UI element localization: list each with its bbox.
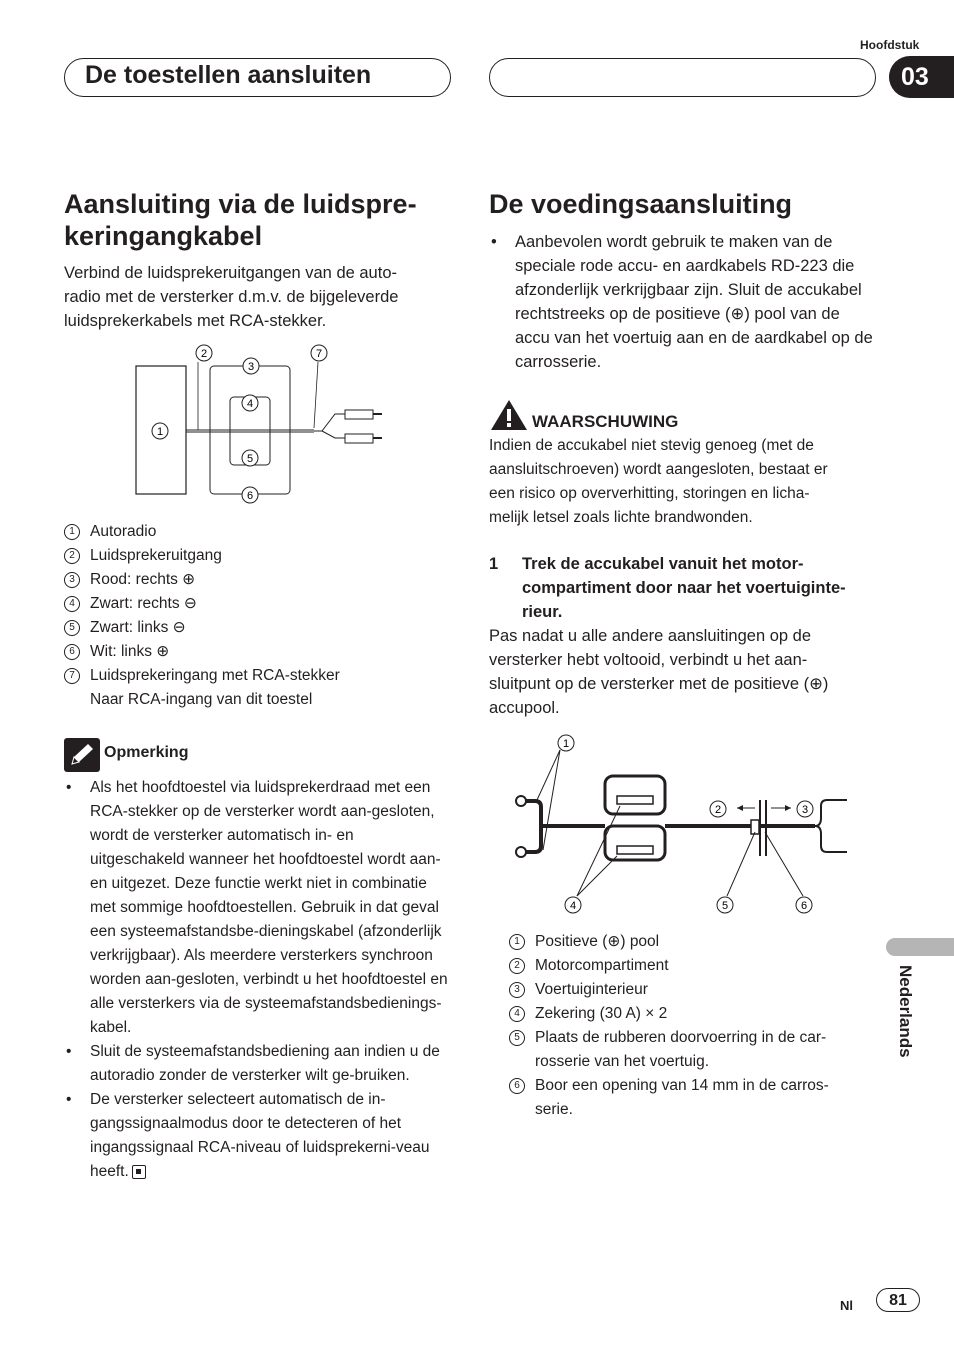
- svg-text:5: 5: [721, 900, 729, 912]
- language-side-label: Nederlands: [896, 965, 915, 1058]
- callout-5: [242, 450, 258, 466]
- svg-text:1: 1: [562, 738, 570, 750]
- legend-item: 3 Rood: rechts ⊕: [64, 568, 454, 592]
- callout-2: [196, 345, 212, 361]
- page-number: 81: [876, 1288, 920, 1312]
- section-title-pill: [64, 58, 451, 97]
- callout-1: [558, 735, 574, 751]
- legend-item: 4 Zekering (30 A) × 2: [509, 1002, 869, 1026]
- step-number: 1: [489, 555, 499, 573]
- language-tab: [886, 938, 954, 956]
- callout-3: [243, 358, 259, 374]
- svg-text:7: 7: [315, 348, 323, 360]
- legend-item: 2 Motorcompartiment: [509, 954, 869, 978]
- svg-text:5: 5: [246, 453, 254, 465]
- right-legend: [509, 930, 869, 1122]
- svg-text:3: 3: [801, 804, 809, 816]
- callout-5: [717, 897, 733, 913]
- left-legend: [64, 520, 454, 712]
- legend-item: 1 Autoradio: [64, 520, 454, 544]
- warning-title: WAARSCHUWING: [532, 412, 679, 431]
- legend-item: 1 Positieve (⊕) pool: [509, 930, 869, 954]
- legend-item: 5 Zwart: links ⊖: [64, 616, 454, 640]
- callout-7: [311, 345, 327, 361]
- step-title: Trek de accukabel vanuit het motor- compartiment door naar het voertuiginte- rieur.: [522, 555, 846, 621]
- left-heading: Aansluiting via de luidspre- keringangkabel: [64, 189, 417, 251]
- note-item: • Sluit de systeemafstandsbediening aan indien u de autoradio zonder de versterker wilt ge-bruiken.: [64, 1040, 452, 1088]
- left-intro: Verbind de luidsprekeruitgangen van de auto- radio met de versterker d.m.v. de bijgeleverde luidsprekerkabels met RCA-stekker.: [64, 264, 399, 330]
- speaker-input-diagram: [130, 340, 390, 510]
- legend-item: 4 Zwart: rechts ⊖: [64, 592, 454, 616]
- note-item: • Als het hoofdtoestel via luidsprekerdraad met een RCA-stekker op de versterker wordt aan-gesloten, wordt de versterker automatisch in- en uitgeschakeld wanneer het hoofdtoestel wordt aan- en uitgezet. Deze functie werkt niet in combinatie met sommige hoofdtoestellen. Gebruik in dat geval een systeemafstandsbe-dieningskabel (afzonderlijk verkrijgbaar). Als meerdere versterkers synchroon worden aan-gesloten, verbindt u het hoofdtoestel en alle versterkers via de systeemafstandsbedienings-kabel.: [64, 776, 452, 1040]
- warning-text: Indien de accukabel niet stevig genoeg (met de aansluitschroeven) wordt aangesloten, bestaat er een risico op oververhitting, storingen en licha- melijk letsel zoals lichte brandwonden.: [489, 437, 828, 526]
- legend-item: 2 Luidsprekeruitgang: [64, 544, 454, 568]
- language-code: Nl: [840, 1298, 853, 1313]
- callout-4: [565, 897, 581, 913]
- right-bullet: • Aanbevolen wordt gebruik te maken van de speciale rode accu- en aardkabels RD-223 die afzonderlijk verkrijgbaar zijn. Sluit de accukabel rechtstreeks op de positieve (⊕) pool van de accu van het voertuig aan en de aardkabel op de carrosserie.: [489, 230, 879, 374]
- callout-3: [797, 801, 813, 817]
- callout-6: [796, 897, 812, 913]
- callout-6: [242, 487, 258, 503]
- svg-text:4: 4: [569, 900, 577, 912]
- chapter-label: Hoofdstuk: [860, 38, 920, 52]
- svg-text:2: 2: [200, 348, 208, 360]
- svg-text:1: 1: [156, 426, 164, 438]
- legend-item: 6 Boor een opening van 14 mm in de carros- serie.: [509, 1074, 869, 1122]
- callout-4: [242, 395, 258, 411]
- legend-item: 5 Plaats de rubberen doorvoerring in de car- rosserie van het voertuig.: [509, 1026, 869, 1074]
- note-title: Opmerking: [104, 744, 189, 761]
- callout-2: [710, 801, 726, 817]
- chapter-number: 03: [889, 56, 954, 98]
- section-title: De toestellen aansluiten: [85, 61, 372, 89]
- svg-text:4: 4: [246, 398, 254, 410]
- callout-1: [152, 423, 168, 439]
- power-connection-diagram: [505, 728, 865, 920]
- right-bullets: [489, 230, 879, 374]
- note-list: [64, 776, 452, 1184]
- step-text: Pas nadat u alle andere aansluitingen op de versterker hebt voltooid, verbindt u het aan- sluitpunt op de versterker met de positieve (⊕) accupool.: [489, 627, 829, 717]
- svg-text:2: 2: [714, 804, 722, 816]
- end-mark-icon: [132, 1165, 146, 1179]
- warning-icon: [489, 398, 529, 437]
- right-heading: De voedingsaansluiting: [489, 189, 793, 219]
- legend-item: 7 Luidsprekeringang met RCA-stekker Naar RCA-ingang van dit toestel: [64, 664, 454, 712]
- svg-text:6: 6: [800, 900, 808, 912]
- note-item: • De versterker selecteert automatisch de in-gangssignaalmodus door te detecteren of het ingangssignaal RCA-niveau of luidsprekerni-veau heeft.: [64, 1088, 452, 1184]
- svg-text:6: 6: [246, 490, 254, 502]
- legend-item: 3 Voertuiginterieur: [509, 978, 869, 1002]
- svg-text:3: 3: [247, 361, 255, 373]
- note-pencil-icon: [64, 738, 100, 772]
- legend-item: 6 Wit: links ⊕: [64, 640, 454, 664]
- empty-header-pill: [489, 58, 876, 97]
